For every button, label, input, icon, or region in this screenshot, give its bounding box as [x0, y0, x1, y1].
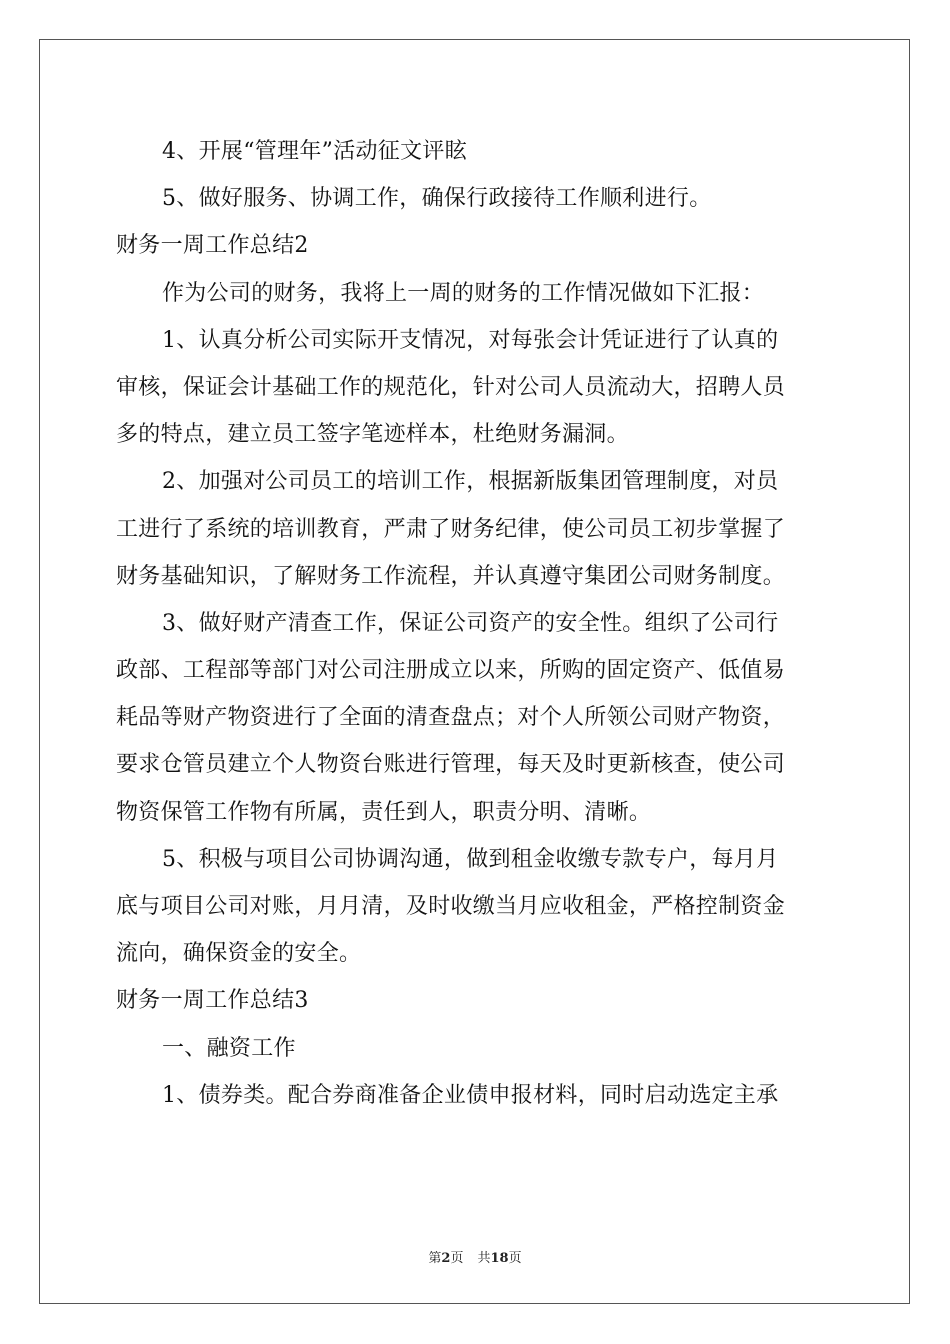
text-line: 底与项目公司对账，月月清，及时收缴当月应收租金，严格控制资金	[116, 894, 786, 919]
section-heading: 财务一周工作总结2	[116, 233, 309, 259]
text-line: 要求仓管员建立个人物资台账进行管理，每天及时更新核查，使公司	[116, 752, 786, 778]
text-line: 2、加强对公司员工的培训工作，根据新版集团管理制度，对员	[162, 469, 779, 495]
document-body	[116, 128, 836, 1119]
text-line: 5、积极与项目公司协调沟通，做到租金收缴专款专户，每月月	[162, 846, 779, 872]
text-line: 3、做好财产清查工作，保证公司资产的安全性。组织了公司行	[162, 610, 779, 636]
text-line: 物资保管工作物有所属，责任到人，职责分明、清晰。	[116, 799, 652, 825]
text-line: 工进行了系统的培训教育，严肃了财务纪律，使公司员工初步掌握了	[116, 516, 786, 542]
section-heading: 财务一周工作总结3	[116, 988, 309, 1014]
text-line: 审核，保证会计基础工作的规范化，针对公司人员流动大，招聘人员	[116, 374, 786, 400]
text-line: 5、做好服务、协调工作，确保行政接待工作顺利进行。	[162, 186, 712, 212]
total-suffix: 页	[508, 1251, 522, 1266]
page-current: 2	[441, 1251, 451, 1266]
text-line: 多的特点，建立员工签字笔迹样本，杜绝财务漏洞。	[116, 422, 629, 448]
page-total: 18	[490, 1251, 509, 1266]
page-suffix: 页	[450, 1251, 464, 1266]
text-line: 耗品等财产物资进行了全面的清查盘点；对个人所领公司财产物资，	[116, 705, 786, 731]
text-line: 1、债券类。配合券商准备企业债申报材料，同时启动选定主承	[162, 1082, 779, 1108]
text-line: 作为公司的财务，我将上一周的财务的工作情况做如下汇报：	[162, 280, 765, 306]
total-prefix: 共	[477, 1251, 491, 1266]
page-footer	[0, 1247, 950, 1266]
text-line: 财务基础知识，了解财务工作流程，并认真遵守集团公司财务制度。	[116, 563, 786, 589]
text-line: 流向，确保资金的安全。	[116, 941, 362, 967]
text-line: 4、开展“管理年”活动征文评眩	[162, 139, 467, 164]
text-line: 1、认真分析公司实际开支情况，对每张会计凭证进行了认真的	[162, 327, 779, 353]
text-line: 一、融资工作	[162, 1035, 296, 1061]
text-line: 政部、工程部等部门对公司注册成立以来，所购的固定资产、低值易	[116, 658, 786, 684]
page-prefix: 第	[428, 1251, 442, 1266]
